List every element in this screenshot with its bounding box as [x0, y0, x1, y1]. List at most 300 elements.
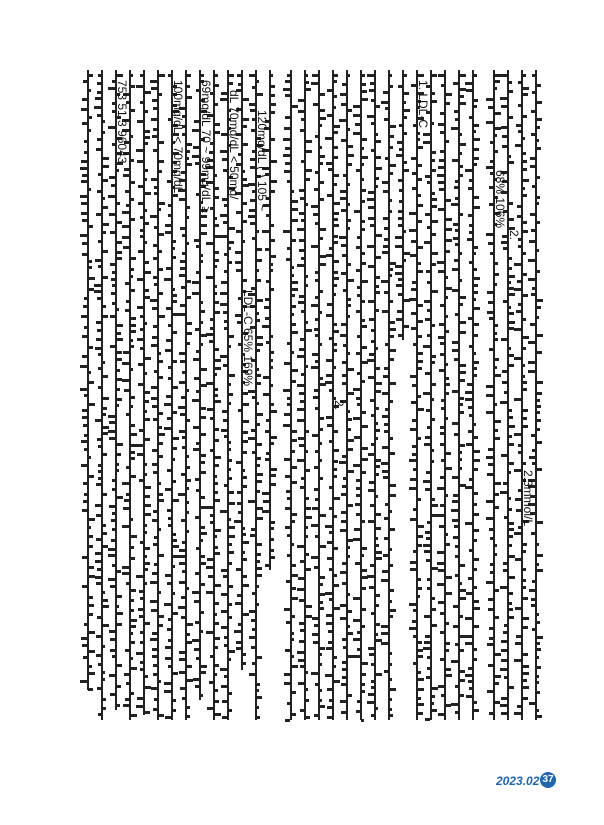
script-stroke	[284, 413, 290, 416]
script-stroke	[438, 74, 444, 77]
script-stroke	[200, 461, 205, 464]
script-stroke	[153, 244, 157, 247]
script-stroke	[361, 673, 366, 676]
script-stroke	[384, 537, 388, 540]
script-stroke	[158, 141, 164, 144]
script-stroke	[214, 259, 219, 262]
script-stroke	[314, 714, 318, 717]
script-stroke	[291, 219, 298, 222]
script-stroke	[333, 260, 339, 263]
script-stroke	[486, 394, 493, 397]
script-stroke	[242, 653, 246, 656]
script-stroke	[431, 192, 435, 195]
script-stroke	[371, 443, 374, 446]
script-stroke	[397, 310, 402, 313]
script-stroke	[151, 386, 157, 389]
script-stroke	[389, 164, 396, 167]
script-stroke	[220, 214, 227, 217]
script-stroke	[270, 527, 274, 530]
script-stroke	[305, 321, 308, 324]
script-stroke	[459, 597, 466, 600]
script-stroke	[473, 625, 479, 628]
script-stroke	[469, 261, 472, 264]
script-stroke	[186, 280, 191, 283]
script-stroke	[111, 519, 115, 522]
script-stroke	[494, 493, 499, 496]
script-stroke	[102, 361, 105, 364]
script-stroke	[452, 476, 458, 479]
script-stroke	[144, 209, 147, 212]
script-stroke	[522, 273, 527, 276]
script-stroke	[305, 469, 310, 472]
script-stroke	[270, 263, 273, 266]
script-stroke	[501, 697, 507, 700]
script-stroke	[367, 74, 374, 77]
script-stroke	[208, 575, 213, 578]
script-stroke	[140, 101, 143, 104]
script-stroke	[98, 386, 101, 389]
script-stroke	[459, 95, 464, 98]
script-stroke	[298, 659, 304, 662]
script-stroke	[431, 709, 437, 712]
script-stroke	[193, 448, 199, 451]
script-stroke	[503, 562, 507, 565]
script-stroke	[490, 571, 493, 574]
script-stroke	[528, 361, 535, 364]
script-stroke	[389, 528, 395, 531]
script-stroke	[319, 663, 322, 666]
script-stroke	[228, 82, 233, 85]
script-stroke	[291, 632, 294, 635]
script-stroke	[256, 80, 259, 83]
script-stroke	[384, 291, 388, 294]
script-stroke	[110, 638, 115, 641]
script-stroke	[319, 255, 326, 258]
script-stroke	[389, 510, 392, 513]
script-stroke	[347, 154, 354, 157]
script-stroke	[242, 118, 249, 121]
script-stroke	[158, 412, 163, 415]
script-stroke	[367, 701, 374, 704]
mongolian-line	[285, 70, 297, 720]
script-stroke	[265, 458, 269, 461]
script-stroke	[486, 233, 493, 236]
script-stroke	[361, 608, 366, 611]
script-stroke	[536, 221, 540, 224]
script-stroke	[341, 103, 346, 106]
script-stroke	[98, 713, 101, 716]
inline-latin-text: 100mg/dL < 70mg/dL	[171, 80, 185, 194]
script-stroke	[426, 471, 430, 474]
script-stroke	[88, 475, 94, 478]
script-stroke	[172, 612, 178, 615]
script-stroke	[158, 433, 165, 436]
script-stroke	[102, 131, 105, 134]
script-stroke	[102, 375, 108, 378]
script-stroke	[398, 85, 402, 88]
script-stroke	[427, 578, 430, 581]
script-stroke	[396, 154, 402, 157]
script-stroke	[522, 152, 526, 155]
script-stroke	[137, 453, 143, 456]
script-stroke	[186, 479, 191, 482]
script-stroke	[221, 569, 227, 572]
script-stroke	[465, 82, 472, 85]
script-stroke	[181, 519, 185, 522]
script-stroke	[356, 246, 360, 249]
script-stroke	[167, 582, 171, 585]
script-stroke	[102, 532, 107, 535]
script-stroke	[431, 122, 434, 125]
script-stroke	[395, 245, 402, 248]
script-stroke	[522, 160, 527, 163]
script-stroke	[116, 74, 123, 77]
script-stroke	[455, 643, 458, 646]
script-stroke	[469, 345, 472, 348]
script-stroke	[361, 554, 364, 557]
script-stroke	[130, 433, 137, 436]
script-stroke	[214, 224, 219, 227]
script-stroke	[431, 100, 437, 103]
script-stroke	[514, 712, 521, 715]
script-stroke	[137, 306, 143, 309]
script-stroke	[469, 549, 472, 552]
script-stroke	[342, 374, 346, 377]
script-stroke	[214, 499, 220, 502]
script-stroke	[367, 198, 374, 201]
script-stroke	[130, 667, 137, 670]
script-stroke	[154, 226, 157, 229]
script-stroke	[305, 526, 308, 529]
script-stroke	[196, 489, 199, 492]
script-stroke	[207, 707, 213, 710]
script-stroke	[536, 316, 539, 319]
script-stroke	[319, 477, 323, 480]
script-stroke	[305, 178, 310, 181]
script-stroke	[368, 300, 374, 303]
script-stroke	[242, 143, 248, 146]
script-stroke	[242, 613, 249, 616]
script-stroke	[424, 443, 430, 446]
script-stroke	[431, 169, 436, 172]
script-stroke	[329, 247, 332, 250]
script-stroke	[96, 321, 101, 324]
script-stroke	[186, 342, 190, 345]
script-stroke	[144, 169, 148, 172]
script-stroke	[399, 189, 402, 192]
script-stroke	[172, 565, 175, 568]
script-stroke	[361, 156, 368, 159]
script-stroke	[186, 157, 189, 160]
script-stroke	[439, 525, 444, 528]
script-stroke	[214, 456, 221, 459]
script-stroke	[403, 92, 409, 95]
script-stroke	[347, 694, 352, 697]
script-stroke	[424, 641, 430, 644]
script-stroke	[291, 587, 296, 590]
script-stroke	[473, 436, 478, 439]
script-stroke	[532, 185, 535, 188]
script-stroke	[284, 458, 290, 461]
script-stroke	[305, 568, 311, 571]
script-stroke	[116, 469, 119, 472]
script-stroke	[270, 74, 273, 77]
script-stroke	[445, 392, 449, 395]
script-stroke	[494, 112, 501, 115]
script-stroke	[297, 545, 304, 548]
script-stroke	[489, 528, 493, 531]
script-stroke	[214, 367, 221, 370]
script-stroke	[97, 297, 101, 300]
script-stroke	[529, 240, 535, 243]
script-stroke	[355, 562, 360, 565]
issue-date: 2023.02	[496, 774, 540, 788]
script-stroke	[172, 458, 175, 461]
script-stroke	[508, 686, 514, 689]
script-stroke	[518, 81, 521, 84]
script-stroke	[165, 657, 171, 660]
script-stroke	[224, 675, 227, 678]
script-stroke	[124, 499, 129, 502]
script-stroke	[270, 436, 277, 439]
script-stroke	[144, 136, 150, 139]
script-stroke	[315, 535, 318, 538]
script-stroke	[130, 317, 136, 320]
script-stroke	[130, 589, 136, 592]
script-stroke	[228, 692, 232, 695]
script-stroke	[459, 397, 464, 400]
script-stroke	[333, 146, 338, 149]
script-stroke	[353, 388, 360, 391]
script-stroke	[144, 357, 151, 360]
script-stroke	[221, 429, 227, 432]
script-stroke	[182, 570, 185, 573]
script-stroke	[431, 361, 435, 364]
script-stroke	[206, 631, 213, 634]
script-stroke	[291, 466, 297, 469]
script-stroke	[153, 107, 157, 110]
script-stroke	[417, 535, 423, 538]
script-stroke	[361, 147, 364, 150]
script-stroke	[371, 340, 374, 343]
script-stroke	[353, 132, 360, 135]
script-stroke	[413, 508, 416, 511]
script-stroke	[455, 243, 458, 246]
script-stroke	[300, 629, 304, 632]
script-stroke	[441, 399, 444, 402]
script-stroke	[172, 592, 175, 595]
script-stroke	[427, 667, 430, 670]
script-stroke	[522, 381, 527, 384]
script-stroke	[116, 664, 122, 667]
script-stroke	[130, 289, 135, 292]
script-stroke	[508, 116, 513, 119]
script-stroke	[459, 458, 462, 461]
script-stroke	[130, 546, 134, 549]
script-stroke	[83, 424, 87, 427]
script-stroke	[228, 459, 232, 462]
script-stroke	[361, 662, 368, 665]
script-stroke	[445, 276, 448, 279]
script-stroke	[383, 554, 388, 557]
script-stroke	[382, 181, 388, 184]
script-stroke	[518, 104, 521, 107]
script-stroke	[214, 491, 218, 494]
script-stroke	[256, 656, 262, 659]
script-stroke	[166, 395, 171, 398]
script-stroke	[144, 418, 150, 421]
script-stroke	[347, 555, 350, 558]
script-stroke	[319, 377, 323, 380]
script-stroke	[536, 642, 540, 645]
script-stroke	[417, 703, 424, 706]
script-stroke	[473, 130, 476, 133]
script-stroke	[256, 603, 259, 606]
script-stroke	[425, 531, 430, 534]
script-stroke	[150, 600, 157, 603]
script-stroke	[164, 403, 171, 406]
script-stroke	[325, 592, 332, 595]
script-stroke	[256, 480, 262, 483]
script-stroke	[357, 294, 360, 297]
script-stroke	[439, 369, 444, 372]
script-stroke	[522, 137, 525, 140]
script-stroke	[181, 473, 185, 476]
script-stroke	[178, 406, 185, 409]
mongolian-line	[467, 70, 479, 720]
script-stroke	[256, 423, 260, 426]
script-stroke	[214, 394, 218, 397]
script-stroke	[207, 408, 213, 411]
script-stroke	[385, 107, 388, 110]
script-stroke	[356, 710, 360, 713]
script-stroke	[193, 426, 199, 429]
script-stroke	[291, 208, 298, 211]
script-stroke	[522, 318, 526, 321]
script-stroke	[431, 233, 436, 236]
script-stroke	[459, 564, 465, 567]
script-stroke	[494, 553, 497, 556]
script-stroke	[522, 347, 526, 350]
script-stroke	[368, 265, 374, 268]
script-stroke	[488, 106, 493, 109]
script-stroke	[440, 426, 444, 429]
script-stroke	[417, 525, 424, 528]
script-stroke	[486, 166, 493, 169]
script-stroke	[228, 551, 234, 554]
script-stroke	[369, 89, 374, 92]
script-stroke	[315, 318, 318, 321]
script-stroke	[116, 463, 119, 466]
script-stroke	[200, 611, 204, 614]
script-stroke	[144, 261, 149, 264]
script-stroke	[221, 610, 227, 613]
script-stroke	[137, 338, 143, 341]
script-stroke	[413, 468, 416, 471]
script-stroke	[291, 200, 298, 203]
script-stroke	[179, 562, 185, 565]
script-stroke	[305, 716, 310, 719]
script-stroke	[301, 118, 304, 121]
script-stroke	[452, 390, 458, 393]
script-stroke	[228, 535, 235, 538]
script-stroke	[371, 99, 374, 102]
script-stroke	[536, 554, 543, 557]
script-stroke	[508, 202, 513, 205]
script-stroke	[112, 564, 115, 567]
script-stroke	[98, 240, 101, 243]
script-stroke	[403, 132, 407, 135]
script-stroke	[130, 396, 135, 399]
script-stroke	[96, 483, 101, 486]
script-stroke	[158, 554, 164, 557]
script-stroke	[473, 701, 477, 704]
script-stroke	[80, 388, 87, 391]
script-stroke	[126, 466, 129, 469]
script-stroke	[396, 284, 402, 287]
script-stroke	[228, 468, 231, 471]
script-stroke	[508, 608, 513, 611]
script-stroke	[354, 436, 360, 439]
script-stroke	[88, 371, 91, 374]
script-stroke	[357, 700, 360, 703]
script-stroke	[361, 252, 365, 255]
script-stroke	[431, 687, 438, 690]
script-stroke	[319, 442, 322, 445]
mongolian-line	[439, 70, 451, 720]
script-stroke	[403, 252, 410, 255]
script-stroke	[256, 473, 263, 476]
script-stroke	[375, 604, 379, 607]
script-stroke	[389, 274, 392, 277]
script-stroke	[327, 303, 332, 306]
mongolian-line	[383, 70, 395, 720]
script-stroke	[285, 649, 290, 652]
script-stroke	[439, 159, 444, 162]
script-stroke	[389, 85, 393, 88]
script-stroke	[88, 260, 92, 263]
script-stroke	[333, 277, 339, 280]
script-stroke	[367, 575, 374, 578]
script-stroke	[312, 353, 318, 356]
script-stroke	[371, 149, 374, 152]
script-stroke	[102, 179, 108, 182]
script-stroke	[256, 585, 259, 588]
script-stroke	[153, 325, 157, 328]
script-stroke	[126, 582, 129, 585]
script-stroke	[368, 647, 374, 650]
script-stroke	[144, 568, 148, 571]
script-stroke	[97, 138, 101, 141]
script-stroke	[98, 74, 101, 77]
script-stroke	[347, 183, 350, 186]
script-stroke	[116, 612, 123, 615]
script-stroke	[431, 624, 437, 627]
script-stroke	[248, 215, 255, 218]
script-stroke	[528, 370, 535, 373]
script-stroke	[452, 519, 458, 522]
script-stroke	[347, 368, 354, 371]
script-stroke	[305, 275, 308, 278]
script-stroke	[108, 87, 115, 90]
script-stroke	[518, 130, 521, 133]
script-stroke	[473, 105, 477, 108]
script-stroke	[283, 424, 290, 427]
script-stroke	[440, 631, 444, 634]
script-stroke	[536, 419, 541, 422]
script-stroke	[214, 265, 217, 268]
script-stroke	[130, 324, 136, 327]
